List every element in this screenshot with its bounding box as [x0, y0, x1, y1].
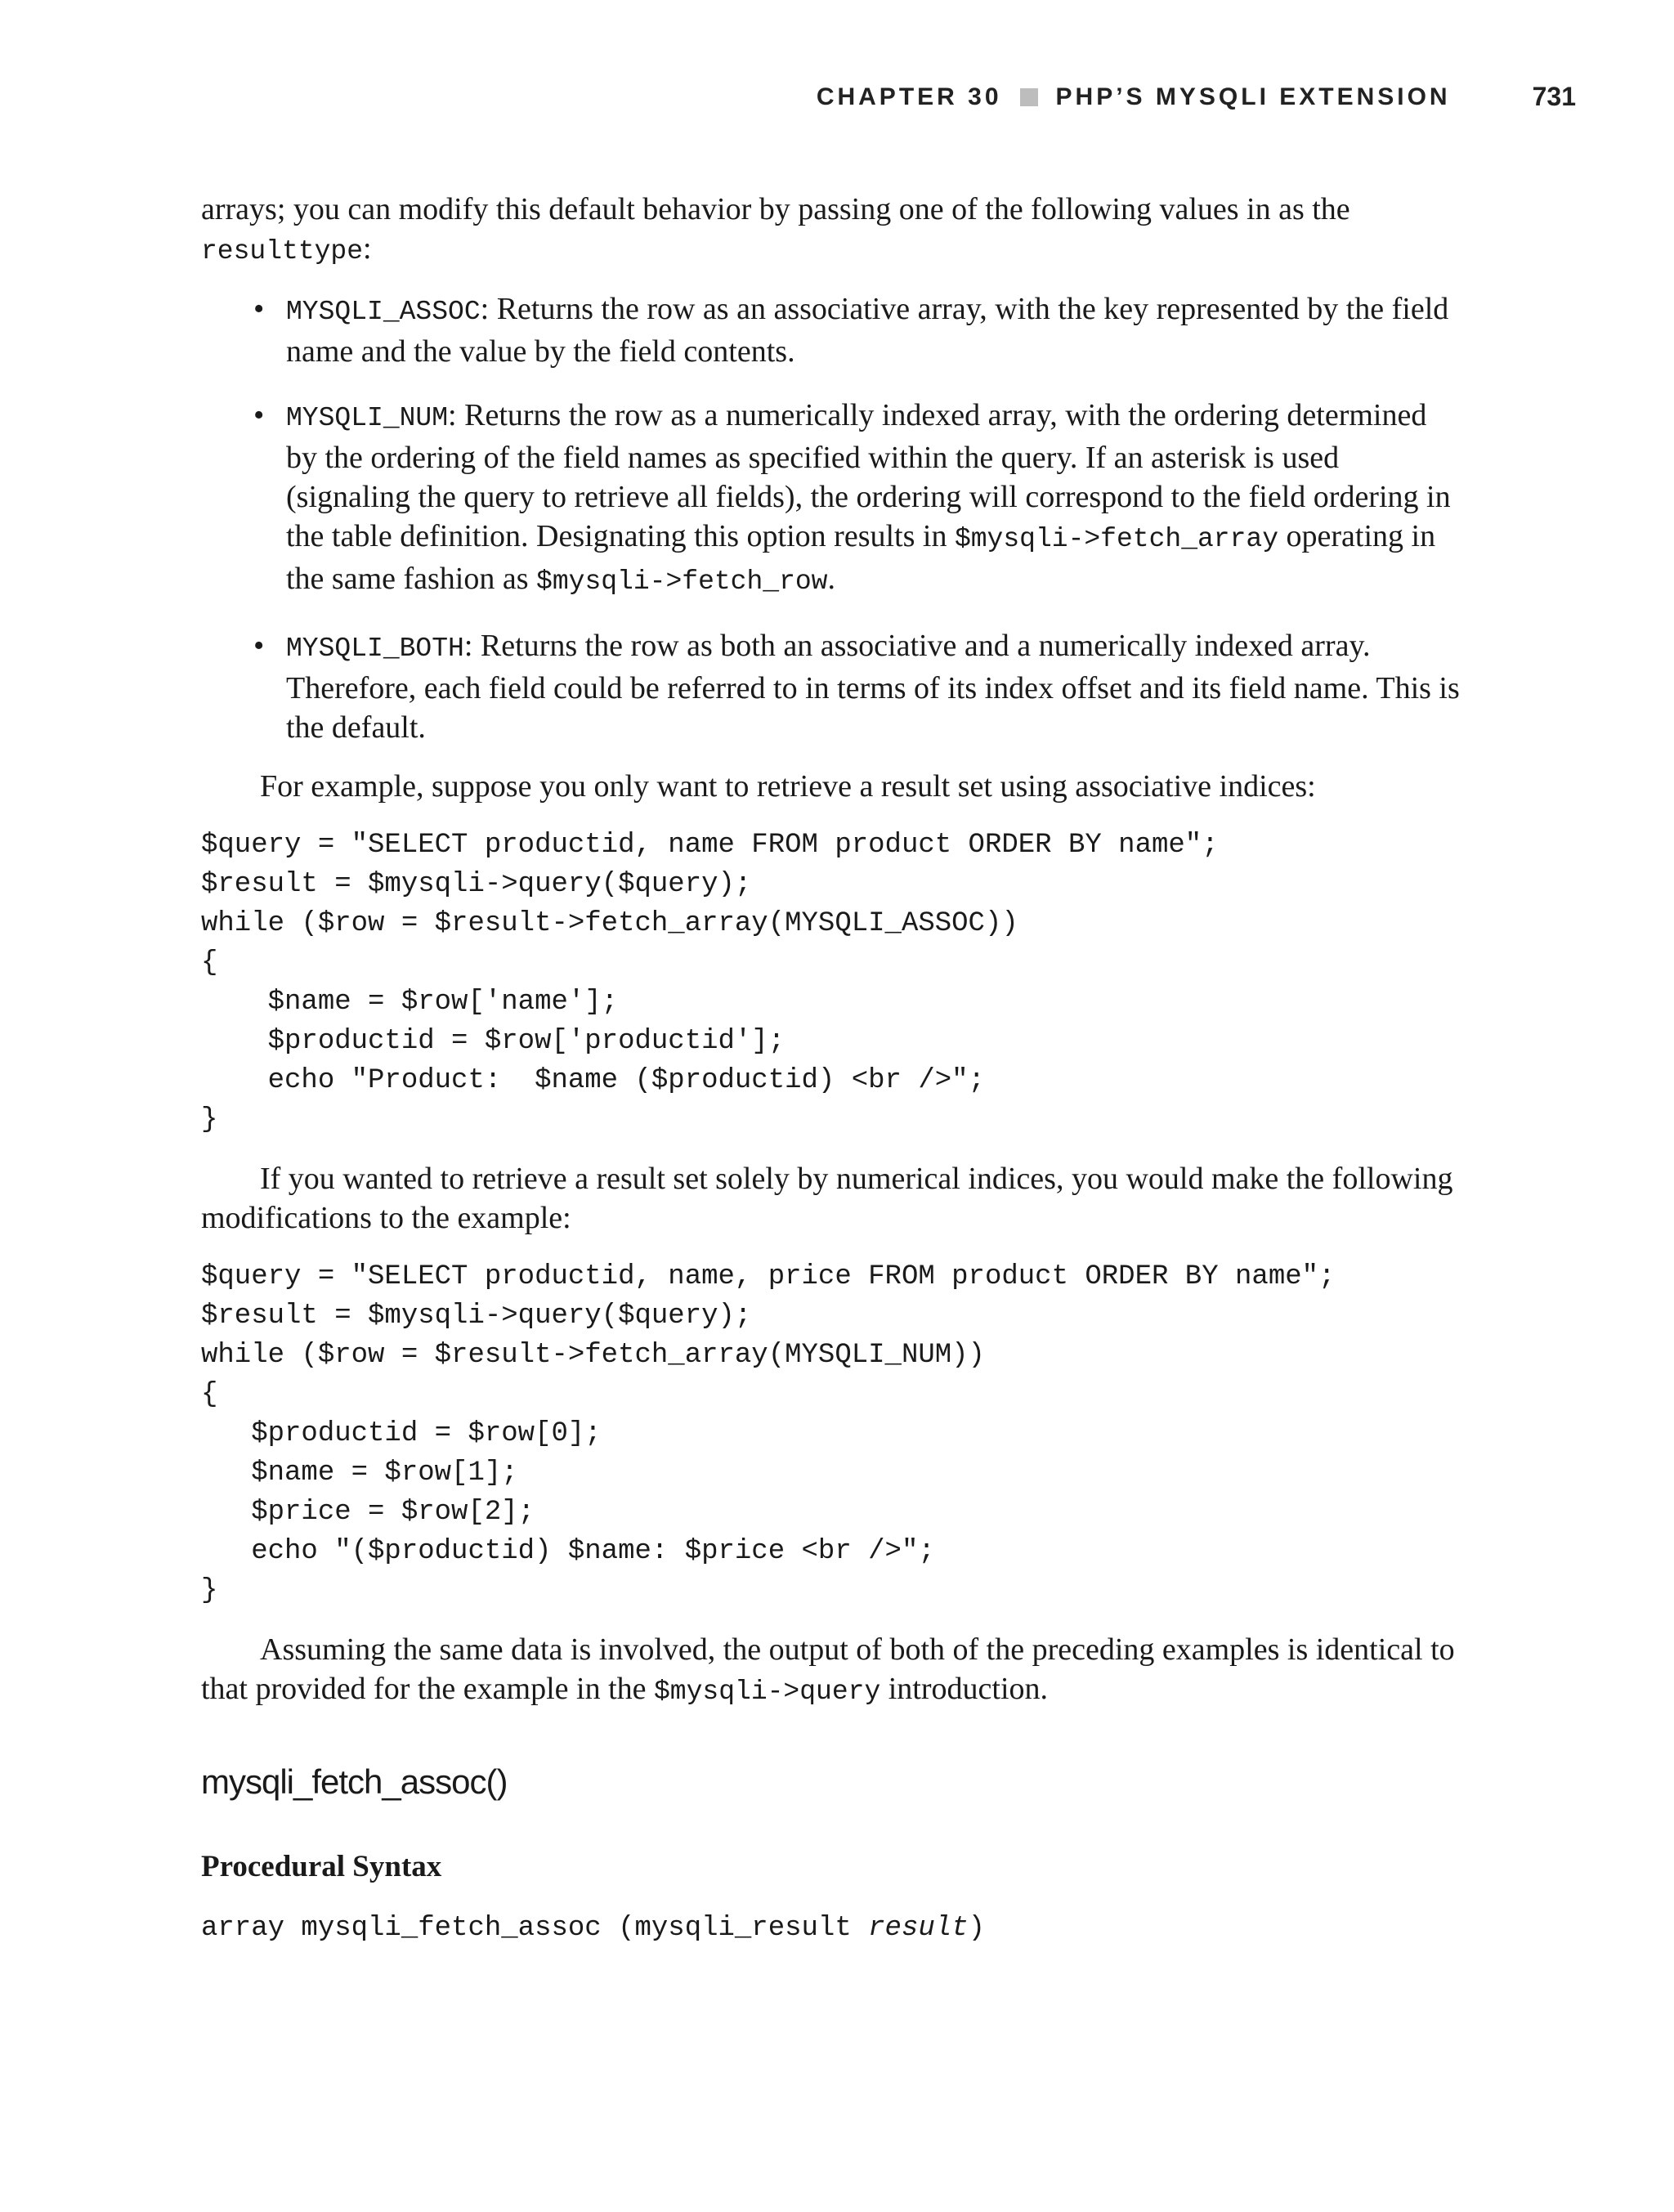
syntax-line	[201, 1909, 1460, 1948]
list-item	[253, 626, 1460, 747]
list-item	[253, 289, 1460, 371]
code-block-numeric: $query = "SELECT productid, name, price FROM product ORDER BY name"; $result = $mysqli->query($query); while ($row = $result->fetch_array(MYSQLI_NUM)) { $productid = $row[0]; $name = $row[1]; $price = $row[2]; echo "($productid) $name: $price <br />"; }	[201, 1261, 1336, 1606]
section-heading: mysqli_fetch_assoc()	[201, 1762, 508, 1801]
page-content	[201, 190, 1460, 1948]
intro-colon: :	[363, 231, 372, 266]
option-text: : Returns the row as a numerically indexed array, with the ordering determined by the ordering of the field names as specified within the query. If an asterisk is used (signaling the query to retrieve all fields), the ordering will correspond to the field ordering in the table definition. Designating this option results in	[286, 398, 1451, 553]
assuming-paragraph	[201, 1630, 1460, 1712]
syntax-suffix: )	[968, 1913, 985, 1944]
separator-square-icon	[1020, 88, 1038, 106]
option-code: MYSQLI_BOTH	[286, 634, 464, 664]
running-head	[0, 82, 1576, 112]
assuming-text: introduction.	[880, 1672, 1049, 1706]
resulttype-options-list	[201, 289, 1460, 747]
chapter-title: PHP’S MYSQLI EXTENSION	[1055, 83, 1451, 110]
example-paragraph: For example, suppose you only want to retrieve a result set using associative indices:	[260, 769, 1316, 804]
resulttype-code: resulttype	[201, 236, 364, 266]
code-block-assoc: $query = "SELECT productid, name FROM product ORDER BY name"; $result = $mysqli->query($query); while ($row = $result->fetch_array(MYSQLI_ASSOC)) { $name = $row['name']; $productid = $row['productid']; echo "Product: $name ($productid) <br />"; }	[201, 830, 1219, 1135]
assuming-text: Assuming the same data is involved, the output of both of the preceding examples is identical to that provided for the example in the	[201, 1632, 1455, 1706]
intro-paragraph	[201, 190, 1460, 271]
syntax-prefix: array mysqli_fetch_assoc (mysqli_result	[201, 1913, 869, 1944]
bullet-icon: •	[253, 292, 265, 326]
bullet-icon: •	[253, 629, 265, 663]
inline-code: $mysqli->query	[654, 1677, 881, 1707]
bullet-icon: •	[253, 398, 265, 432]
option-text: .	[827, 562, 835, 596]
subheading: Procedural Syntax	[201, 1850, 442, 1883]
option-text: operating in the same fashion as	[286, 519, 1436, 596]
option-text: : Returns the row as an associative array, with the key represented by the field name and the value by the field contents.	[286, 292, 1449, 369]
syntax-param: result	[868, 1913, 969, 1944]
list-item	[253, 396, 1460, 602]
option-code: MYSQLI_ASSOC	[286, 297, 481, 327]
chapter-label: CHAPTER 30	[816, 83, 1002, 110]
inline-code: $mysqli->fetch_row	[536, 566, 828, 597]
numeric-paragraph: If you wanted to retrieve a result set solely by numerical indices, you would make the following modifications to the example:	[201, 1162, 1453, 1235]
intro-text: arrays; you can modify this default behavior by passing one of the following values in as the	[201, 192, 1350, 226]
inline-code: $mysqli->fetch_array	[954, 524, 1279, 554]
option-code: MYSQLI_NUM	[286, 403, 449, 433]
option-text: : Returns the row as both an associative and a numerically indexed array. Therefore, each field could be referred to in terms of its index offset and its field name. This is the default.	[286, 629, 1460, 745]
page-number: 731	[1532, 82, 1576, 111]
